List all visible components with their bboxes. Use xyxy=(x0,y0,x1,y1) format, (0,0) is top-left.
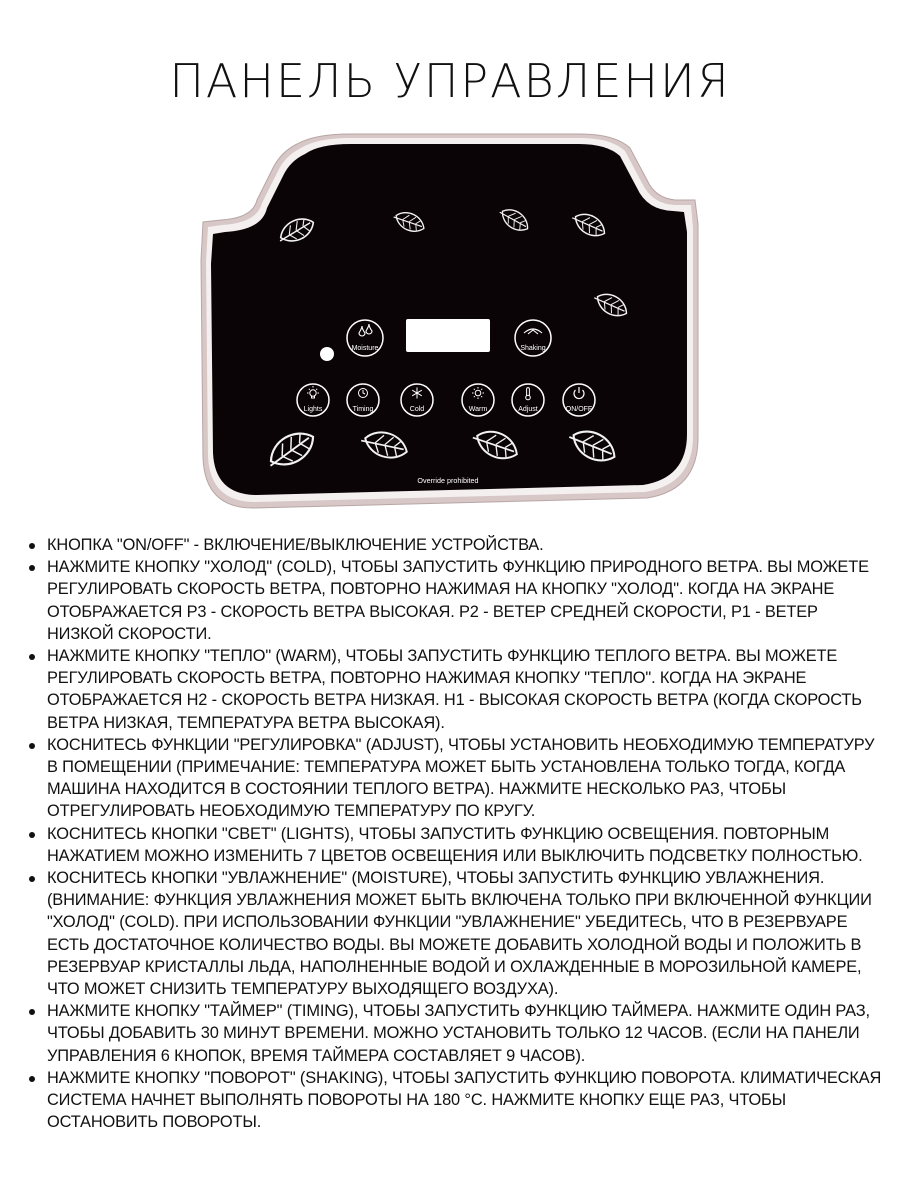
bullet-dot xyxy=(29,565,35,571)
adjust-label: Adjust xyxy=(518,406,538,413)
adjust-button xyxy=(512,384,544,416)
instruction-text: КОСНИТЕСЬ КНОПКИ "СВЕТ" (LIGHTS), ЧТОБЫ ЗАПУСТИТЬ ФУНКЦИЮ ОСВЕЩЕНИЯ. ПОВТОРНЫМ НАЖАТИЕМ МОЖНО ИЗМЕНИТЬ 7 ЦВЕТОВ ОСВЕЩЕНИЯ ИЛИ ВЫКЛЮЧИТЬ ПОДСВЕТКУ ПОЛНОСТЬЮ. xyxy=(47,824,863,865)
instruction-text: КОСНИТЕСЬ ФУНКЦИИ "РЕГУЛИРОВКА" (ADJUST), ЧТОБЫ УСТАНОВИТЬ НЕОБХОДИМУЮ ТЕМПЕРАТУРУ В ПОМЕЩЕНИИ (ПРИМЕЧАНИЕ: ТЕМПЕРАТУРА МОЖЕТ БЫТЬ УСТАНОВЛЕНА ТОЛЬКО ТОГДА, КОГДА МАШИНА НАХОДИТСЯ В СОСТОЯНИИ ТЕПЛОГО ВЕТРА). НАЖМИТЕ НЕСКОЛЬКО РАЗ, ЧТОБЫ ОТРЕГУЛИРОВАТЬ НЕОБХОДИМУЮ ТЕМПЕРАТУРУ ПО КРУГУ. xyxy=(47,735,875,821)
bullet-dot xyxy=(29,654,35,660)
override-text: Override prohibited xyxy=(417,476,479,485)
bullet-dot xyxy=(29,832,35,838)
instruction-text: НАЖМИТЕ КНОПКУ "ПОВОРОТ" (SHAKING), ЧТОБЫ ЗАПУСТИТЬ ФУНКЦИЮ ПОВОРОТА. КЛИМАТИЧЕСКАЯ СИСТЕМА НАЧНЕТ ВЫПОЛНЯТЬ ПОВОРОТЫ НА 180 °C. НАЖМИТЕ КНОПКУ ЕЩЕ РАЗ, ЧТОБЫ ОСТАНОВИТЬ ПОВОРОТЫ. xyxy=(47,1068,882,1132)
instruction-item xyxy=(22,1000,888,1067)
instruction-text: НАЖМИТЕ КНОПКУ "ТЕПЛО" (WARM), ЧТОБЫ ЗАПУСТИТЬ ФУНКЦИЮ ТЕПЛОГО ВЕТРА. ВЫ МОЖЕТЕ РЕГУЛИРОВАТЬ СКОРОСТЬ ВЕТРА, ПОВТОРНО НАЖИМАЯ КНОПКУ "ТЕПЛО". КОГДА НА ЭКРАНЕ ОТОБРАЖАЕТСЯ H2 - СКОРОСТЬ ВЕТРА НИЗКАЯ. H1 - ВЫСОКАЯ СКОРОСТЬ ВЕТРА (КОГДА СКОРОСТЬ ВЕТРА НИЗКАЯ, ТЕМПЕРАТУРА ВЕТРА ВЫСОКАЯ). xyxy=(47,647,862,732)
lights-button xyxy=(297,384,329,416)
timing-button xyxy=(347,384,379,416)
shaking-button xyxy=(515,320,551,356)
display-screen xyxy=(406,319,490,352)
moisture-button xyxy=(347,320,383,356)
cold-button xyxy=(401,384,433,416)
bullet-dot xyxy=(29,1009,35,1015)
shaking-label: Shaking xyxy=(520,345,546,352)
instruction-item xyxy=(22,1067,888,1134)
instruction-text: НАЖМИТЕ КНОПКУ "ХОЛОД" (COLD), ЧТОБЫ ЗАПУСТИТЬ ФУНКЦИЮ ПРИРОДНОГО ВЕТРА. ВЫ МОЖЕТЕ РЕГУЛИРОВАТЬ СКОРОСТЬ ВЕТРА, ПОВТОРНО НАЖИМАЯ НА КНОПКУ "ХОЛОД". КОГДА НА ЭКРАНЕ ОТОБРАЖАЕТСЯ P3 - СКОРОСТЬ ВЕТРА ВЫСОКАЯ. P2 - ВЕТЕР СРЕДНЕЙ СКОРОСТИ, P1 - ВЕТЕР НИЗКОЙ СКОРОСТИ. xyxy=(47,558,869,643)
instruction-text: КНОПКА "ON/OFF" - ВКЛЮЧЕНИЕ/ВЫКЛЮЧЕНИЕ УСТРОЙСТВА. xyxy=(47,536,544,554)
control-panel-illustration xyxy=(185,128,715,518)
instruction-item xyxy=(22,556,888,645)
instruction-item xyxy=(22,645,888,734)
instruction-text: НАЖМИТЕ КНОПКУ "ТАЙМЕР" (TIMING), ЧТОБЫ ЗАПУСТИТЬ ФУНКЦИЮ ТАЙМЕРА. НАЖМИТЕ ОДИН РАЗ, ЧТОБЫ ДОБАВИТЬ 30 МИНУТ ВРЕМЕНИ. МОЖНО УСТАНОВИТЬ ТОЛЬКО 12 ЧАСОВ. (ЕСЛИ НА ПАНЕЛИ УПРАВЛЕНИЯ 6 КНОПОК, ВРЕМЯ ТАЙМЕРА СОСТАВЛЯЕТ 9 ЧАСОВ). xyxy=(47,1002,870,1065)
instructions-list xyxy=(22,534,888,1133)
on-off-label: ON/OFF xyxy=(565,406,593,413)
page-title: ПАНЕЛЬ УПРАВЛЕНИЯ xyxy=(169,54,731,108)
on-off-button xyxy=(563,384,595,416)
instruction-item xyxy=(22,734,888,823)
bullet-dot xyxy=(29,1076,35,1082)
warm-label: Warm xyxy=(468,406,488,413)
bullet-dot xyxy=(29,743,35,749)
cold-label: Cold xyxy=(409,406,425,413)
instruction-text: КОСНИТЕСЬ КНОПКИ "УВЛАЖНЕНИЕ" (MOISTURE), ЧТОБЫ ЗАПУСТИТЬ ФУНКЦИЮ УВЛАЖНЕНИЯ. (ВНИМАНИЕ: ФУНКЦИЯ УВЛАЖНЕНИЯ МОЖЕТ БЫТЬ ВКЛЮЧЕНА ТОЛЬКО ПРИ ВКЛЮЧЕННОЙ ФУНКЦИИ "ХОЛОД" (COLD). ПРИ ИСПОЛЬЗОВАНИИ ФУНКЦИИ "УВЛАЖНЕНИЕ" УБЕДИТЕСЬ, ЧТО В РЕЗЕРВУАРЕ ЕСТЬ ДОСТАТОЧНОЕ КОЛИЧЕСТВО ВОДЫ. ВЫ МОЖЕТЕ ДОБАВИТЬ ХОЛОДНОЙ ВОДЫ И ПОЛОЖИТЬ В РЕЗЕРВУАР КРИСТАЛЛЫ ЛЬДА, НАПОЛНЕННЫЕ ВОДОЙ И ОХЛАЖДЕННЫЕ В МОРОЗИЛЬНОЙ КАМЕРЕ, ЧТО МОЖЕТ СНИЗИТЬ ТЕМПЕРАТУРУ ВЫХОДЯЩЕГО ВОЗДУХА). xyxy=(47,869,872,999)
bullet-dot xyxy=(29,543,35,549)
timing-label: Timing xyxy=(352,406,374,413)
warm-button xyxy=(462,384,494,416)
indicator-led xyxy=(320,347,334,361)
lights-label: Lights xyxy=(303,406,323,413)
moisture-label: Moisture xyxy=(351,345,379,352)
instruction-item xyxy=(22,867,888,1000)
instruction-item xyxy=(22,534,888,556)
instruction-item xyxy=(22,823,888,867)
bullet-dot xyxy=(29,876,35,882)
